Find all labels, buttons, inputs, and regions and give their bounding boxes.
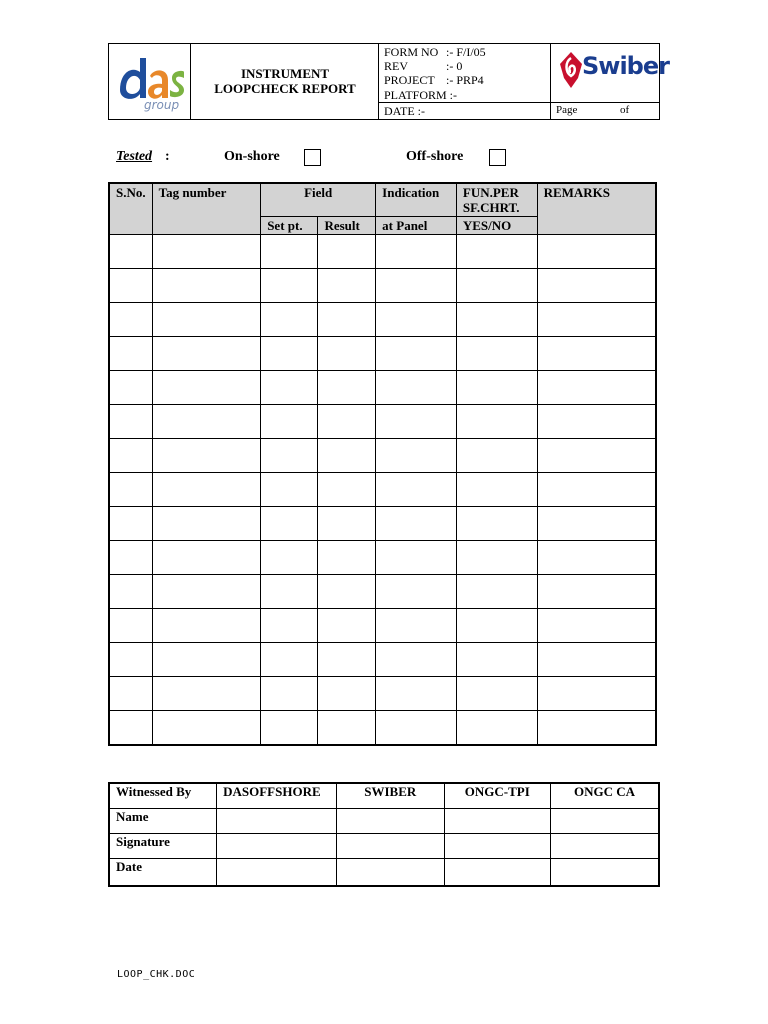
swiber-logo bbox=[554, 46, 669, 98]
witnessed-by-label: Witnessed By bbox=[109, 783, 217, 809]
sno-cell[interactable] bbox=[109, 235, 152, 269]
witness-row-name: Name bbox=[109, 809, 217, 834]
funper-cell[interactable] bbox=[456, 643, 537, 677]
indication-cell[interactable] bbox=[376, 337, 457, 371]
signature-dasoffshore-cell[interactable] bbox=[217, 834, 337, 859]
sub-header-result: Result bbox=[318, 217, 376, 235]
tag-cell[interactable] bbox=[152, 269, 261, 303]
sno-cell[interactable] bbox=[109, 677, 152, 711]
tag-cell[interactable] bbox=[152, 575, 261, 609]
name-ongc-tpi-cell[interactable] bbox=[444, 809, 550, 834]
table-row bbox=[109, 575, 656, 609]
funper-cell[interactable] bbox=[456, 371, 537, 405]
table-row bbox=[109, 235, 656, 269]
funper-cell[interactable] bbox=[456, 405, 537, 439]
title-line-2: LOOPCHECK REPORT bbox=[214, 81, 356, 96]
funper-cell[interactable] bbox=[456, 337, 537, 371]
das-logo-subtext: group bbox=[144, 98, 180, 112]
result-cell[interactable] bbox=[318, 609, 376, 643]
title-line-1: INSTRUMENT bbox=[240, 66, 330, 81]
of-label: of bbox=[620, 104, 630, 116]
remarks-cell[interactable] bbox=[537, 677, 656, 711]
col-header-fun-per bbox=[456, 183, 537, 217]
sub-header-yes-no: YES/NO bbox=[456, 217, 537, 235]
remarks-cell[interactable] bbox=[537, 235, 656, 269]
header-divider-1 bbox=[190, 44, 191, 119]
date-label: DATE :- bbox=[384, 104, 425, 118]
offshore-checkbox[interactable] bbox=[489, 149, 506, 166]
table-row bbox=[109, 303, 656, 337]
tag-cell[interactable] bbox=[152, 439, 261, 473]
sno-cell[interactable] bbox=[109, 269, 152, 303]
setpt-cell[interactable] bbox=[261, 507, 318, 541]
signature-swiber-cell[interactable] bbox=[337, 834, 445, 859]
sub-header-at-panel: at Panel bbox=[376, 217, 457, 235]
setpt-cell[interactable] bbox=[261, 643, 318, 677]
onshore-checkbox[interactable] bbox=[304, 149, 321, 166]
indication-cell[interactable] bbox=[376, 439, 457, 473]
tested-label: Tested bbox=[116, 149, 153, 164]
indication-cell[interactable] bbox=[376, 473, 457, 507]
fun-per-line-2: SF.CHRT. bbox=[462, 200, 520, 215]
funper-cell[interactable] bbox=[456, 439, 537, 473]
remarks-cell[interactable] bbox=[537, 269, 656, 303]
setpt-cell[interactable] bbox=[261, 235, 318, 269]
setpt-cell[interactable] bbox=[261, 439, 318, 473]
tag-cell[interactable] bbox=[152, 405, 261, 439]
setpt-cell[interactable] bbox=[261, 269, 318, 303]
col-header-sno: S.No. bbox=[109, 183, 152, 235]
header-divider-2 bbox=[378, 44, 379, 119]
tag-cell[interactable] bbox=[152, 643, 261, 677]
witness-row-date: Date bbox=[109, 859, 217, 887]
indication-cell[interactable] bbox=[376, 269, 457, 303]
platform-label: PLATFORM :- bbox=[384, 88, 458, 102]
table-row bbox=[109, 473, 656, 507]
indication-cell[interactable] bbox=[376, 541, 457, 575]
das-group-logo bbox=[114, 50, 184, 114]
tested-colon: : bbox=[165, 149, 170, 164]
result-cell[interactable] bbox=[318, 643, 376, 677]
name-swiber-cell[interactable] bbox=[337, 809, 445, 834]
remarks-cell[interactable] bbox=[537, 507, 656, 541]
remarks-cell[interactable] bbox=[537, 575, 656, 609]
sno-cell[interactable] bbox=[109, 643, 152, 677]
date-ongc-ca-cell[interactable] bbox=[551, 859, 659, 887]
project-label: PROJECT bbox=[384, 73, 435, 87]
tag-cell[interactable] bbox=[152, 337, 261, 371]
sno-cell[interactable] bbox=[109, 541, 152, 575]
sno-cell[interactable] bbox=[109, 371, 152, 405]
tag-cell[interactable] bbox=[152, 371, 261, 405]
table-row bbox=[109, 269, 656, 303]
remarks-cell[interactable] bbox=[537, 337, 656, 371]
result-cell[interactable] bbox=[318, 303, 376, 337]
table-row bbox=[109, 643, 656, 677]
remarks-cell[interactable] bbox=[537, 541, 656, 575]
sno-cell[interactable] bbox=[109, 609, 152, 643]
tag-cell[interactable] bbox=[152, 473, 261, 507]
funper-cell[interactable] bbox=[456, 507, 537, 541]
header-divider-3 bbox=[550, 44, 551, 119]
witness-table bbox=[108, 782, 660, 887]
table-row bbox=[109, 405, 656, 439]
setpt-cell[interactable] bbox=[261, 405, 318, 439]
witness-col-swiber: SWIBER bbox=[337, 783, 445, 809]
indication-cell[interactable] bbox=[376, 711, 457, 746]
indication-cell[interactable] bbox=[376, 643, 457, 677]
setpt-cell[interactable] bbox=[261, 677, 318, 711]
result-cell[interactable] bbox=[318, 711, 376, 746]
form-meta bbox=[384, 44, 550, 119]
indication-cell[interactable] bbox=[376, 303, 457, 337]
remarks-cell[interactable] bbox=[537, 439, 656, 473]
witness-col-ongc-ca: ONGC CA bbox=[551, 783, 659, 809]
result-cell[interactable] bbox=[318, 677, 376, 711]
indication-cell[interactable] bbox=[376, 405, 457, 439]
col-header-tag-number: Tag number bbox=[152, 183, 261, 235]
remarks-cell[interactable] bbox=[537, 711, 656, 746]
sno-cell[interactable] bbox=[109, 711, 152, 746]
result-cell[interactable] bbox=[318, 541, 376, 575]
result-cell[interactable] bbox=[318, 473, 376, 507]
sno-cell[interactable] bbox=[109, 303, 152, 337]
setpt-cell[interactable] bbox=[261, 541, 318, 575]
col-header-indication: Indication bbox=[376, 183, 457, 217]
indication-cell[interactable] bbox=[376, 507, 457, 541]
report-title bbox=[192, 66, 378, 96]
setpt-cell[interactable] bbox=[261, 609, 318, 643]
sno-cell[interactable] bbox=[109, 337, 152, 371]
indication-cell[interactable] bbox=[376, 235, 457, 269]
indication-cell[interactable] bbox=[376, 575, 457, 609]
result-cell[interactable] bbox=[318, 269, 376, 303]
date-swiber-cell[interactable] bbox=[337, 859, 445, 887]
table-row bbox=[109, 541, 656, 575]
remarks-cell[interactable] bbox=[537, 303, 656, 337]
tag-cell[interactable] bbox=[152, 303, 261, 337]
name-dasoffshore-cell[interactable] bbox=[217, 809, 337, 834]
header-border-left bbox=[108, 44, 109, 119]
tag-cell[interactable] bbox=[152, 235, 261, 269]
setpt-cell[interactable] bbox=[261, 337, 318, 371]
result-cell[interactable] bbox=[318, 337, 376, 371]
swiber-logo-text: Swiber bbox=[582, 52, 669, 80]
date-ongc-tpi-cell[interactable] bbox=[444, 859, 550, 887]
funper-cell[interactable] bbox=[456, 609, 537, 643]
result-cell[interactable] bbox=[318, 371, 376, 405]
setpt-cell[interactable] bbox=[261, 575, 318, 609]
result-cell[interactable] bbox=[318, 575, 376, 609]
loopcheck-table bbox=[108, 182, 657, 746]
remarks-cell[interactable] bbox=[537, 473, 656, 507]
date-dasoffshore-cell[interactable] bbox=[217, 859, 337, 887]
funper-cell[interactable] bbox=[456, 235, 537, 269]
table-row bbox=[109, 337, 656, 371]
form-no-label: FORM NO bbox=[384, 45, 439, 59]
table-body bbox=[109, 235, 656, 746]
funper-cell[interactable] bbox=[456, 677, 537, 711]
setpt-cell[interactable] bbox=[261, 303, 318, 337]
witness-col-ongc-tpi: ONGC-TPI bbox=[444, 783, 550, 809]
tag-cell[interactable] bbox=[152, 677, 261, 711]
result-cell[interactable] bbox=[318, 507, 376, 541]
remarks-cell[interactable] bbox=[537, 405, 656, 439]
witness-row-signature: Signature bbox=[109, 834, 217, 859]
form-header bbox=[108, 43, 669, 120]
setpt-cell[interactable] bbox=[261, 473, 318, 507]
tag-cell[interactable] bbox=[152, 711, 261, 746]
funper-cell[interactable] bbox=[456, 473, 537, 507]
table-row bbox=[109, 507, 656, 541]
rev-value: :- 0 bbox=[446, 59, 463, 73]
result-cell[interactable] bbox=[318, 235, 376, 269]
col-header-remarks: REMARKS bbox=[537, 183, 656, 235]
signature-ongc-ca-cell[interactable] bbox=[551, 834, 659, 859]
project-value: :- PRP4 bbox=[446, 73, 484, 87]
name-ongc-ca-cell[interactable] bbox=[551, 809, 659, 834]
sno-cell[interactable] bbox=[109, 405, 152, 439]
remarks-cell[interactable] bbox=[537, 609, 656, 643]
table-row bbox=[109, 439, 656, 473]
tag-cell[interactable] bbox=[152, 609, 261, 643]
table-row bbox=[109, 371, 656, 405]
result-cell[interactable] bbox=[318, 405, 376, 439]
onshore-label: On-shore bbox=[224, 149, 280, 164]
form-no-value: :- F/I/05 bbox=[446, 45, 486, 59]
sno-cell[interactable] bbox=[109, 507, 152, 541]
setpt-cell[interactable] bbox=[261, 371, 318, 405]
funper-cell[interactable] bbox=[456, 269, 537, 303]
sub-header-setpt: Set pt. bbox=[261, 217, 318, 235]
result-cell[interactable] bbox=[318, 439, 376, 473]
table-row bbox=[109, 711, 656, 746]
table-row bbox=[109, 677, 656, 711]
indication-cell[interactable] bbox=[376, 371, 457, 405]
remarks-cell[interactable] bbox=[537, 643, 656, 677]
indication-cell[interactable] bbox=[376, 677, 457, 711]
funper-cell[interactable] bbox=[456, 711, 537, 746]
page-label: Page bbox=[556, 104, 578, 116]
tag-cell[interactable] bbox=[152, 541, 261, 575]
setpt-cell[interactable] bbox=[261, 711, 318, 746]
rev-label: REV bbox=[384, 59, 408, 73]
signature-ongc-tpi-cell[interactable] bbox=[444, 834, 550, 859]
tag-cell[interactable] bbox=[152, 507, 261, 541]
indication-cell[interactable] bbox=[376, 609, 457, 643]
sno-cell[interactable] bbox=[109, 439, 152, 473]
sno-cell[interactable] bbox=[109, 575, 152, 609]
footer-filename: LOOP_CHK.DOC bbox=[117, 969, 196, 980]
table-row bbox=[109, 609, 656, 643]
funper-cell[interactable] bbox=[456, 575, 537, 609]
funper-cell[interactable] bbox=[456, 303, 537, 337]
funper-cell[interactable] bbox=[456, 541, 537, 575]
fun-per-line-1: FUN.PER bbox=[462, 185, 519, 200]
col-header-field: Field bbox=[261, 183, 376, 217]
remarks-cell[interactable] bbox=[537, 371, 656, 405]
header-date-divider bbox=[378, 102, 660, 103]
sno-cell[interactable] bbox=[109, 473, 152, 507]
witness-col-dasoffshore: DASOFFSHORE bbox=[217, 783, 337, 809]
offshore-label: Off-shore bbox=[406, 149, 464, 164]
